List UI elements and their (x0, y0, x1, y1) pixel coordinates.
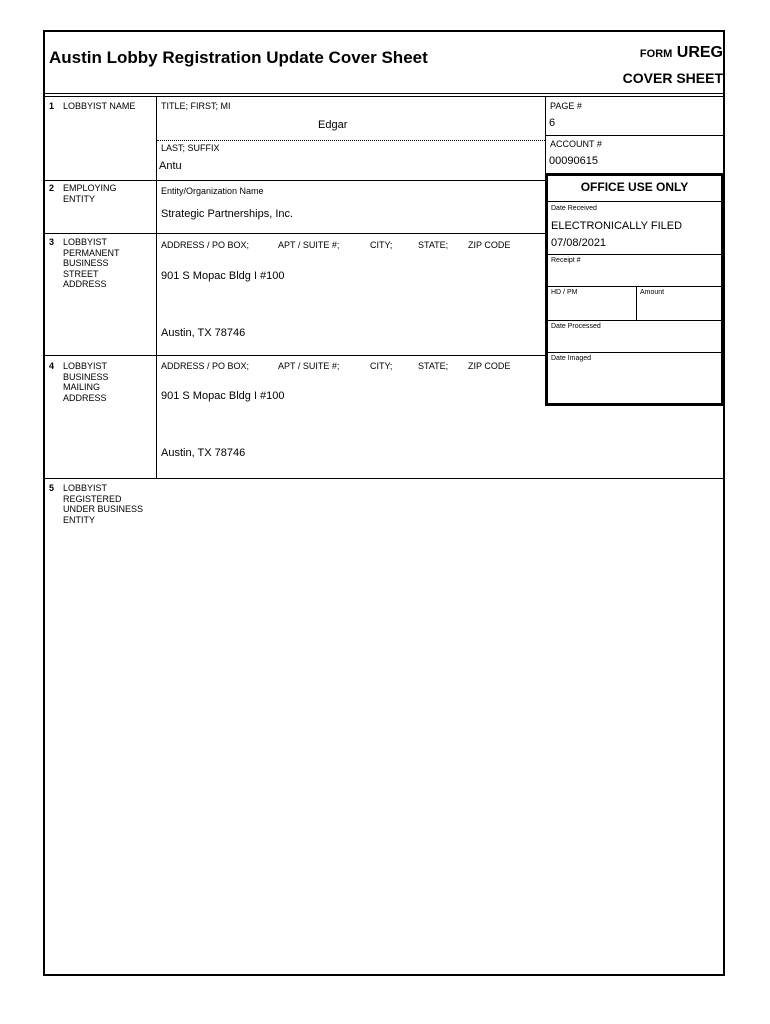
date-imaged-rule (548, 352, 721, 353)
section3-address-line2: Austin, TX 78746 (161, 327, 246, 339)
form-subtitle: COVER SHEET (622, 70, 723, 86)
section3-bottom-rule (44, 355, 545, 356)
form-code (640, 44, 723, 62)
section4-zip-header: ZIP CODE (468, 361, 511, 371)
date-received-value-1: ELECTRONICALLY FILED (551, 220, 683, 232)
office-use-title: OFFICE USE ONLY (580, 180, 689, 194)
section5-number: 5 (49, 483, 55, 493)
section3-apt-header: APT / SUITE #; (278, 240, 340, 250)
header-rule-bottom (44, 96, 724, 97)
section2-number: 2 (49, 183, 55, 193)
section4-number: 4 (49, 361, 55, 371)
form-prefix: FORM (639, 48, 673, 60)
header-rule-top (44, 93, 724, 94)
date-received-value-2: 07/08/2021 (551, 237, 607, 249)
page-number-label: PAGE # (550, 101, 582, 111)
section4-city-header: CITY; (370, 361, 393, 371)
page-account-divider (545, 135, 724, 136)
date-processed-rule (548, 320, 721, 321)
last-name-label: LAST; SUFFIX (161, 143, 220, 153)
section1-number: 1 (49, 101, 55, 111)
section3-number: 3 (49, 237, 55, 247)
amount-label: Amount (640, 289, 665, 296)
section1-label: LOBBYIST NAME (63, 101, 136, 111)
section4-address-header: ADDRESS / PO BOX; (161, 361, 250, 371)
section4-label: LOBBYIST BUSINESS MAILING ADDRESS (63, 361, 109, 403)
last-name-value: Antu (159, 160, 182, 172)
account-number-label: ACCOUNT # (550, 139, 602, 149)
section3-label: LOBBYIST PERMANENT BUSINESS STREET ADDRESS (63, 237, 120, 289)
first-name-value: Edgar (318, 119, 348, 131)
name-divider (157, 140, 545, 141)
date-imaged-label: Date Imaged (551, 355, 592, 362)
entity-name-label: Entity/Organization Name (161, 186, 264, 196)
section4-address-line1: 901 S Mopac Bldg I #100 (161, 390, 285, 402)
hdpm-label: HD / PM (551, 289, 578, 296)
section3-address-header: ADDRESS / PO BOX; (161, 240, 250, 250)
section4-state-header: STATE; (418, 361, 449, 371)
section3-city-header: CITY; (370, 240, 393, 250)
form-code-value: UREG (676, 44, 723, 61)
first-name-label: TITLE; FIRST; MI (161, 101, 231, 111)
page-number-value: 6 (549, 117, 556, 129)
section3-state-header: STATE; (418, 240, 449, 250)
office-title-rule (548, 201, 721, 202)
section2-label: EMPLOYING ENTITY (63, 183, 117, 204)
section4-bottom-rule (44, 478, 724, 479)
date-processed-label: Date Processed (551, 323, 601, 330)
section5-label: LOBBYIST REGISTERED UNDER BUSINESS ENTITY (63, 483, 144, 525)
form-title: Austin Lobby Registration Update Cover Sheet (49, 48, 428, 67)
section4-address-line2: Austin, TX 78746 (161, 447, 246, 459)
date-received-label: Date Received (551, 205, 597, 212)
section3-address-line1: 901 S Mopac Bldg I #100 (161, 270, 285, 282)
label-column-divider (156, 97, 157, 478)
account-number-value: 00090615 (549, 155, 598, 167)
hdpm-amount-divider (636, 286, 637, 320)
section1-bottom-rule (44, 180, 545, 181)
section3-zip-header: ZIP CODE (468, 240, 511, 250)
receipt-rule (548, 254, 721, 255)
entity-name-value: Strategic Partnerships, Inc. (161, 208, 294, 220)
section2-bottom-rule (44, 233, 545, 234)
receipt-label: Receipt # (551, 257, 581, 264)
hdpm-rule (548, 286, 721, 287)
section4-apt-header: APT / SUITE #; (278, 361, 340, 371)
